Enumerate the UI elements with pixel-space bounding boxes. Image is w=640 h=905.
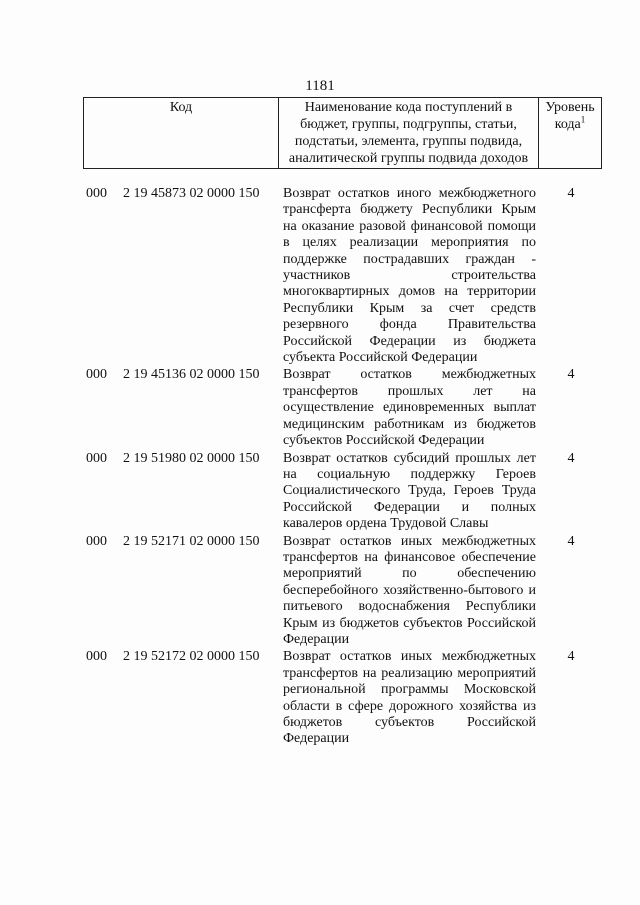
row-name: Возврат остатков иных межбюджетных трансфертов на реализацию мероприятий региональной программы Московской области в сфере дорожного хозяйства из бюджетов субъектов Российской Федерации (283, 649, 536, 747)
row-prefix: 000 (86, 533, 107, 549)
row-name: Возврат остатков иного межбюджетного трансферта бюджету Республики Крым на оказание разовой финансовой помощи в целях реализации мероприятия по поддержке пострадавших граждан - участников строительства многоквартирных домов на территории Республики Крым за счет средств резервного фонда Правительства Российской Федерации из бюджета субъекта Российской Федерации (283, 186, 536, 366)
header-code: Код (84, 98, 279, 169)
page-number: 1181 (305, 78, 335, 94)
row-prefix: 000 (86, 649, 107, 665)
row-level: 4 (567, 450, 575, 466)
table-row (86, 367, 606, 449)
header-level (539, 98, 602, 169)
header-level-label: Уровень кода (545, 100, 595, 132)
row-name: Возврат остатков межбюджетных трансфертов прошлых лет на осуществление единовременных выплат медицинским работникам из бюджетов субъектов Российской Федерации (283, 367, 536, 449)
row-code: 2 19 45136 02 0000 150 (123, 367, 260, 383)
row-level: 4 (567, 649, 575, 665)
table-header (83, 97, 602, 169)
header-name: Наименование кода поступлений в бюджет, группы, подгруппы, статьи, подстатьи, элемента, группы подвида, аналитической группы подвида доходов (279, 98, 539, 169)
row-code: 2 19 51980 02 0000 150 (123, 450, 260, 466)
row-name: Возврат остатков субсидий прошлых лет на социальную поддержку Героев Социалистического Труда, Героев Труда Российской Федерации и полных кавалеров ордена Трудовой Славы (283, 450, 536, 532)
row-name: Возврат остатков иных межбюджетных трансфертов на финансовое обеспечение мероприятий по обеспечению бесперебойного хозяйственно-бытового и питьевого водоснабжения Республики Крым из бюджетов субъектов Российской Федерации (283, 533, 536, 647)
header-level-footnote: 1 (580, 114, 586, 125)
row-level: 4 (567, 186, 575, 201)
row-level: 4 (567, 533, 575, 549)
row-level: 4 (567, 367, 575, 383)
table-row (86, 534, 606, 649)
row-code: 2 19 45873 02 0000 150 (123, 186, 260, 201)
table-row (86, 649, 606, 747)
row-prefix: 000 (86, 450, 107, 466)
row-code: 2 19 52172 02 0000 150 (123, 649, 260, 665)
row-prefix: 000 (86, 186, 107, 201)
table-body (86, 186, 606, 749)
table-row (86, 451, 606, 533)
row-code: 2 19 52171 02 0000 150 (123, 533, 260, 549)
row-prefix: 000 (86, 367, 107, 383)
table-row (86, 186, 606, 366)
